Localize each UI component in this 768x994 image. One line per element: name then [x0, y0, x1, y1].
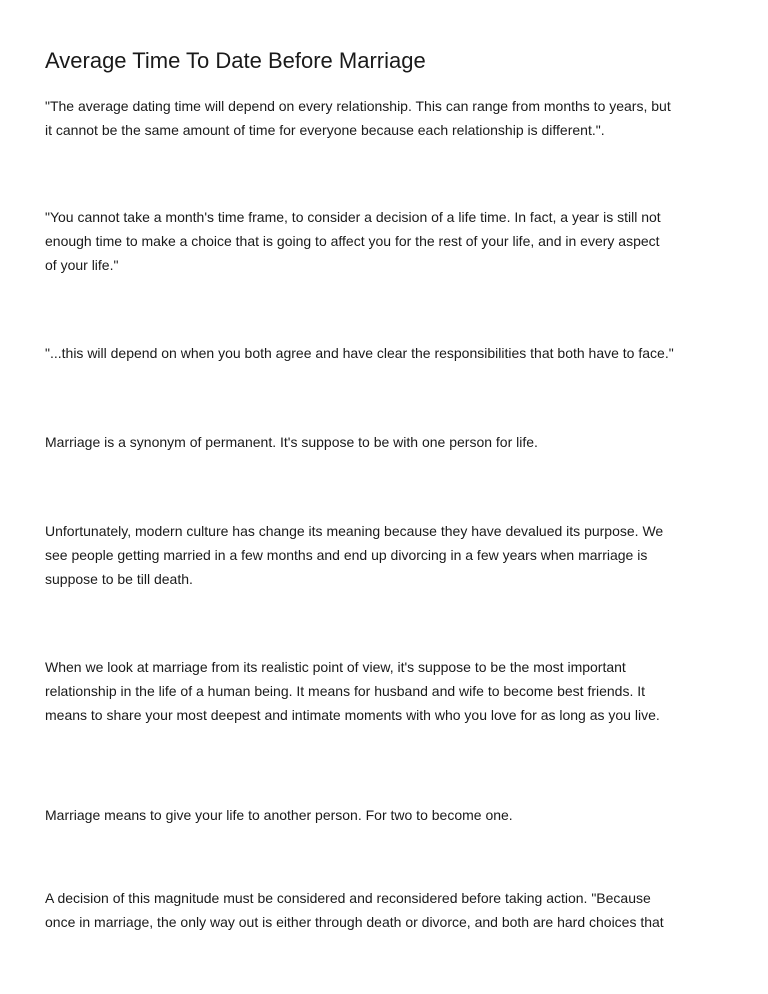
paragraph-4: [45, 430, 735, 454]
paragraph-line: Marriage is a synonym of permanent. It's suppose to be with one person for life.: [45, 434, 538, 450]
paragraph-line: "You cannot take a month's time frame, to consider a decision of a life time. In fact, a year is still not: [45, 209, 661, 225]
paragraph-line: means to share your most deepest and intimate moments with who you love for as long as you live.: [45, 707, 660, 723]
paragraph-line: enough time to make a choice that is going to affect you for the rest of your life, and in every aspect: [45, 233, 660, 249]
paragraph-1: [45, 94, 735, 142]
paragraph-2: [45, 205, 735, 277]
paragraph-line: see people getting married in a few months and end up divorcing in a few years when marriage is: [45, 547, 648, 563]
paragraph-7: [45, 803, 735, 827]
paragraph-line: once in marriage, the only way out is either through death or divorce, and both are hard choices that: [45, 914, 664, 930]
paragraph-5: [45, 519, 735, 591]
paragraph-line: Unfortunately, modern culture has change its meaning because they have devalued its purpose. We: [45, 523, 664, 539]
paragraph-line: Marriage means to give your life to another person. For two to become one.: [45, 807, 513, 823]
paragraph-8: [45, 886, 735, 934]
paragraph-6: [45, 655, 735, 727]
paragraph-line: "The average dating time will depend on every relationship. This can range from months to years, but: [45, 98, 671, 114]
paragraph-line: of your life.": [45, 257, 119, 273]
paragraph-3: [45, 341, 735, 365]
document-title: Average Time To Date Before Marriage: [45, 48, 426, 73]
paragraph-line: relationship in the life of a human being. It means for husband and wife to become best friends. It: [45, 683, 646, 699]
paragraph-line: it cannot be the same amount of time for everyone because each relationship is different.".: [45, 122, 605, 138]
paragraph-line: A decision of this magnitude must be considered and reconsidered before taking action. "Because: [45, 890, 651, 906]
paragraph-line: suppose to be till death.: [45, 571, 193, 587]
paragraph-line: "...this will depend on when you both agree and have clear the responsibilities that both have to face.": [45, 345, 674, 361]
paragraph-line: When we look at marriage from its realistic point of view, it's suppose to be the most important: [45, 659, 626, 675]
